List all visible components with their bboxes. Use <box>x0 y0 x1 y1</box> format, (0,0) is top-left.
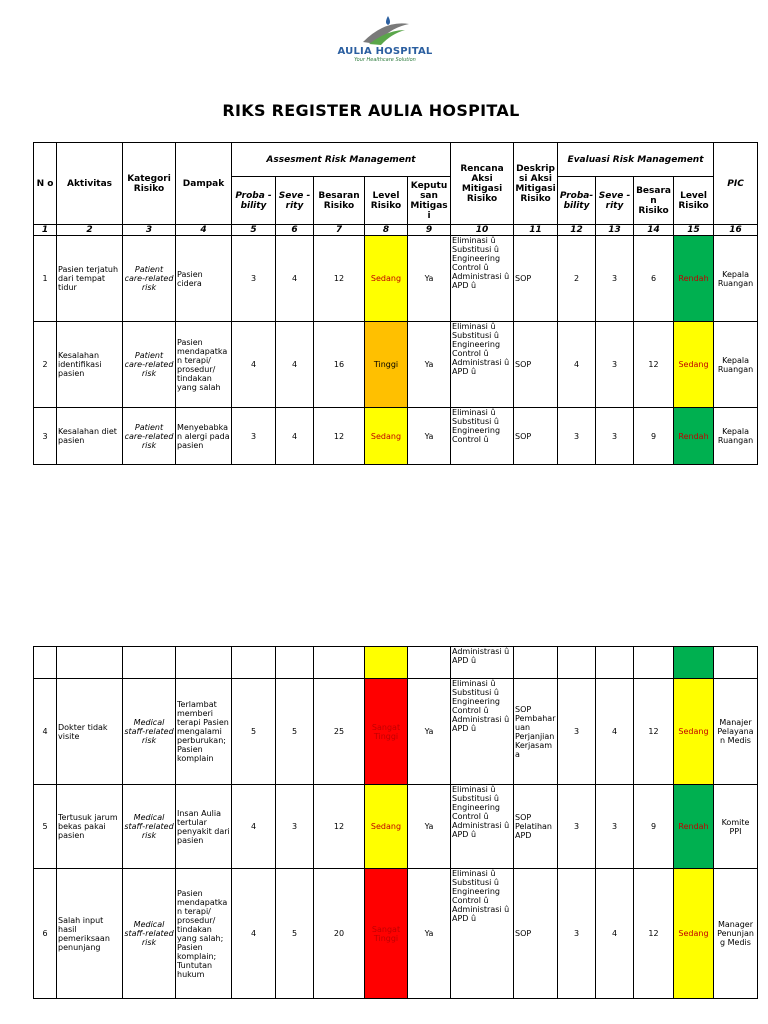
table-row <box>34 322 758 408</box>
header-deskripsi: Deskripsi Aksi Mitigasi Risiko <box>514 143 558 225</box>
aktivitas-cell: Dokter tidak visite <box>57 679 123 785</box>
header-severity-eval: Seve -rity <box>596 177 634 225</box>
row-number: 1 <box>34 236 57 322</box>
kategori-cell: Medical staff-related risk <box>123 679 176 785</box>
besaran-eval-cell: 12 <box>634 869 674 999</box>
pic-cell: Manajer Pelayanan Medis <box>714 679 758 785</box>
column-number-row <box>34 225 758 236</box>
header-no: N o <box>34 143 57 225</box>
aktivitas-cell: Pasien terjatuh dari tempat tidur <box>57 236 123 322</box>
col-num: 10 <box>451 225 514 236</box>
col-num: 7 <box>314 225 365 236</box>
col-num: 11 <box>514 225 558 236</box>
level-risk-badge: Sedang <box>365 408 408 465</box>
besaran-cell: 20 <box>314 869 365 999</box>
probability-eval-cell: 4 <box>558 322 596 408</box>
besaran-cell: 12 <box>314 408 365 465</box>
kategori-cell: Medical staff-related risk <box>123 785 176 869</box>
row-number: 5 <box>34 785 57 869</box>
severity-cell: 5 <box>276 869 314 999</box>
probability-eval-cell: 3 <box>558 408 596 465</box>
probability-cell: 4 <box>232 785 276 869</box>
besaran-cell: 16 <box>314 322 365 408</box>
probability-cell: 4 <box>232 869 276 999</box>
logo-icon <box>355 14 415 48</box>
header-aktivitas: Aktivitas <box>57 143 123 225</box>
header-dampak: Dampak <box>176 143 232 225</box>
table-row <box>34 236 758 322</box>
continuation-rencana: Administrasi û APD û <box>451 647 514 679</box>
probability-cell: 4 <box>232 322 276 408</box>
besaran-eval-cell: 12 <box>634 322 674 408</box>
besaran-cell: 12 <box>314 236 365 322</box>
keputusan-cell: Ya <box>408 785 451 869</box>
header-besaran: Besaran Risiko <box>314 177 365 225</box>
col-num: 2 <box>57 225 123 236</box>
probability-eval-cell: 3 <box>558 785 596 869</box>
rencana-cell: Eliminasi û Substitusi û Engineering Control û Administrasi û APD û <box>451 236 514 322</box>
col-num: 13 <box>596 225 634 236</box>
severity-eval-cell: 3 <box>596 785 634 869</box>
keputusan-cell: Ya <box>408 236 451 322</box>
hospital-logo <box>320 14 450 74</box>
probability-cell: 3 <box>232 408 276 465</box>
level-risk-badge: Tinggi <box>365 322 408 408</box>
dampak-cell: Menyebabkan alergi pada pasien <box>176 408 232 465</box>
aktivitas-cell: Kesalahan identifikasi pasien <box>57 322 123 408</box>
header-level: Level Risiko <box>365 177 408 225</box>
dampak-cell: Pasien mendapatkan terapi/ prosedur/ tindakan yang salah <box>176 322 232 408</box>
col-num: 15 <box>674 225 714 236</box>
continuation-row <box>34 647 758 679</box>
rencana-cell: Eliminasi û Substitusi û Engineering Control û Administrasi û APD û <box>451 869 514 999</box>
level-eval-badge: Rendah <box>674 408 714 465</box>
kategori-cell: Medical staff-related risk <box>123 869 176 999</box>
besaran-eval-cell: 9 <box>634 408 674 465</box>
level-risk-badge: Sangat Tinggi <box>365 679 408 785</box>
aktivitas-cell: Tertusuk jarum bekas pakai pasien <box>57 785 123 869</box>
row-number: 2 <box>34 322 57 408</box>
keputusan-cell: Ya <box>408 869 451 999</box>
header-level-eval: Level Risiko <box>674 177 714 225</box>
continuation-level-eval-cell <box>674 647 714 679</box>
severity-cell: 4 <box>276 236 314 322</box>
deskripsi-cell: SOP <box>514 236 558 322</box>
severity-cell: 4 <box>276 408 314 465</box>
deskripsi-cell: SOP Pembaharuan Perjanjian Kerjasama <box>514 679 558 785</box>
col-num: 14 <box>634 225 674 236</box>
severity-cell: 4 <box>276 322 314 408</box>
dampak-cell: Pasien mendapatkan terapi/ prosedur/ tindakan yang salah; Pasien komplain; Tuntutan hukum <box>176 869 232 999</box>
header-keputusan: Keputusan Mitigasi <box>408 177 451 225</box>
pic-cell: Komite PPI <box>714 785 758 869</box>
header-besaran-eval: Besaran Risiko <box>634 177 674 225</box>
rencana-cell: Eliminasi û Substitusi û Engineering Control û Administrasi û APD û <box>451 322 514 408</box>
besaran-eval-cell: 6 <box>634 236 674 322</box>
pic-cell: Kepala Ruangan <box>714 322 758 408</box>
deskripsi-cell: SOP <box>514 408 558 465</box>
kategori-cell: Patient care-related risk <box>123 408 176 465</box>
logo-name: AULIA HOSPITAL <box>337 46 433 57</box>
risk-register-table <box>33 142 758 465</box>
aktivitas-cell: Salah input hasil pemeriksaan penunjang <box>57 869 123 999</box>
level-eval-badge: Rendah <box>674 236 714 322</box>
severity-eval-cell: 4 <box>596 679 634 785</box>
col-num: 5 <box>232 225 276 236</box>
dampak-cell: Insan Aulia tertular penyakit dari pasien <box>176 785 232 869</box>
col-num: 3 <box>123 225 176 236</box>
probability-cell: 3 <box>232 236 276 322</box>
risk-register-table-continued <box>33 646 758 999</box>
header-rencana: Rencana Aksi Mitigasi Risiko <box>451 143 514 225</box>
probability-eval-cell: 2 <box>558 236 596 322</box>
dampak-cell: Pasien cidera <box>176 236 232 322</box>
severity-cell: 3 <box>276 785 314 869</box>
logo-tagline: Your Healthcare Solution <box>354 57 416 63</box>
header-probability-eval: Proba-bility <box>558 177 596 225</box>
keputusan-cell: Ya <box>408 679 451 785</box>
kategori-cell: Patient care-related risk <box>123 236 176 322</box>
severity-cell: 5 <box>276 679 314 785</box>
rencana-cell: Eliminasi û Substitusi û Engineering Control û <box>451 408 514 465</box>
probability-cell: 5 <box>232 679 276 785</box>
pic-cell: Kepala Ruangan <box>714 236 758 322</box>
row-number: 6 <box>34 869 57 999</box>
pic-cell: Manager Penunjang Medis <box>714 869 758 999</box>
col-num: 8 <box>365 225 408 236</box>
severity-eval-cell: 4 <box>596 869 634 999</box>
deskripsi-cell: SOP <box>514 322 558 408</box>
row-number: 4 <box>34 679 57 785</box>
severity-eval-cell: 3 <box>596 408 634 465</box>
col-num: 4 <box>176 225 232 236</box>
keputusan-cell: Ya <box>408 322 451 408</box>
dampak-cell: Terlambat memberi terapi Pasien mengalami perburukan; Pasien komplain <box>176 679 232 785</box>
severity-eval-cell: 3 <box>596 322 634 408</box>
header-severity: Seve -rity <box>276 177 314 225</box>
level-risk-badge: Sedang <box>365 236 408 322</box>
keputusan-cell: Ya <box>408 408 451 465</box>
besaran-eval-cell: 12 <box>634 679 674 785</box>
besaran-eval-cell: 9 <box>634 785 674 869</box>
level-eval-badge: Sedang <box>674 869 714 999</box>
level-risk-badge: Sedang <box>365 785 408 869</box>
col-num: 6 <box>276 225 314 236</box>
deskripsi-cell: SOP <box>514 869 558 999</box>
rencana-cell: Eliminasi û Substitusi û Engineering Control û Administrasi û APD û <box>451 785 514 869</box>
row-number: 3 <box>34 408 57 465</box>
table-row <box>34 408 758 465</box>
col-num: 12 <box>558 225 596 236</box>
level-eval-badge: Sedang <box>674 679 714 785</box>
level-eval-badge: Rendah <box>674 785 714 869</box>
besaran-cell: 25 <box>314 679 365 785</box>
page-title: RIKS REGISTER AULIA HOSPITAL <box>222 101 520 120</box>
probability-eval-cell: 3 <box>558 869 596 999</box>
pic-cell: Kepala Ruangan <box>714 408 758 465</box>
deskripsi-cell: SOP Pelatihan APD <box>514 785 558 869</box>
table-row <box>34 679 758 785</box>
header-probability: Proba -bility <box>232 177 276 225</box>
level-eval-badge: Sedang <box>674 322 714 408</box>
kategori-cell: Patient care-related risk <box>123 322 176 408</box>
aktivitas-cell: Kesalahan diet pasien <box>57 408 123 465</box>
level-risk-badge: Sangat Tinggi <box>365 869 408 999</box>
col-num: 9 <box>408 225 451 236</box>
besaran-cell: 12 <box>314 785 365 869</box>
header-evaluasi: Evaluasi Risk Management <box>558 143 714 177</box>
header-pic: PIC <box>714 143 758 225</box>
table-row <box>34 869 758 999</box>
col-num: 1 <box>34 225 57 236</box>
header-assesment: Assesment Risk Management <box>232 143 451 177</box>
header-kategori: Kategori Risiko <box>123 143 176 225</box>
probability-eval-cell: 3 <box>558 679 596 785</box>
severity-eval-cell: 3 <box>596 236 634 322</box>
rencana-cell: Eliminasi û Substitusi û Engineering Control û Administrasi û APD û <box>451 679 514 785</box>
table-row <box>34 785 758 869</box>
col-num: 16 <box>714 225 758 236</box>
continuation-level-cell <box>365 647 408 679</box>
